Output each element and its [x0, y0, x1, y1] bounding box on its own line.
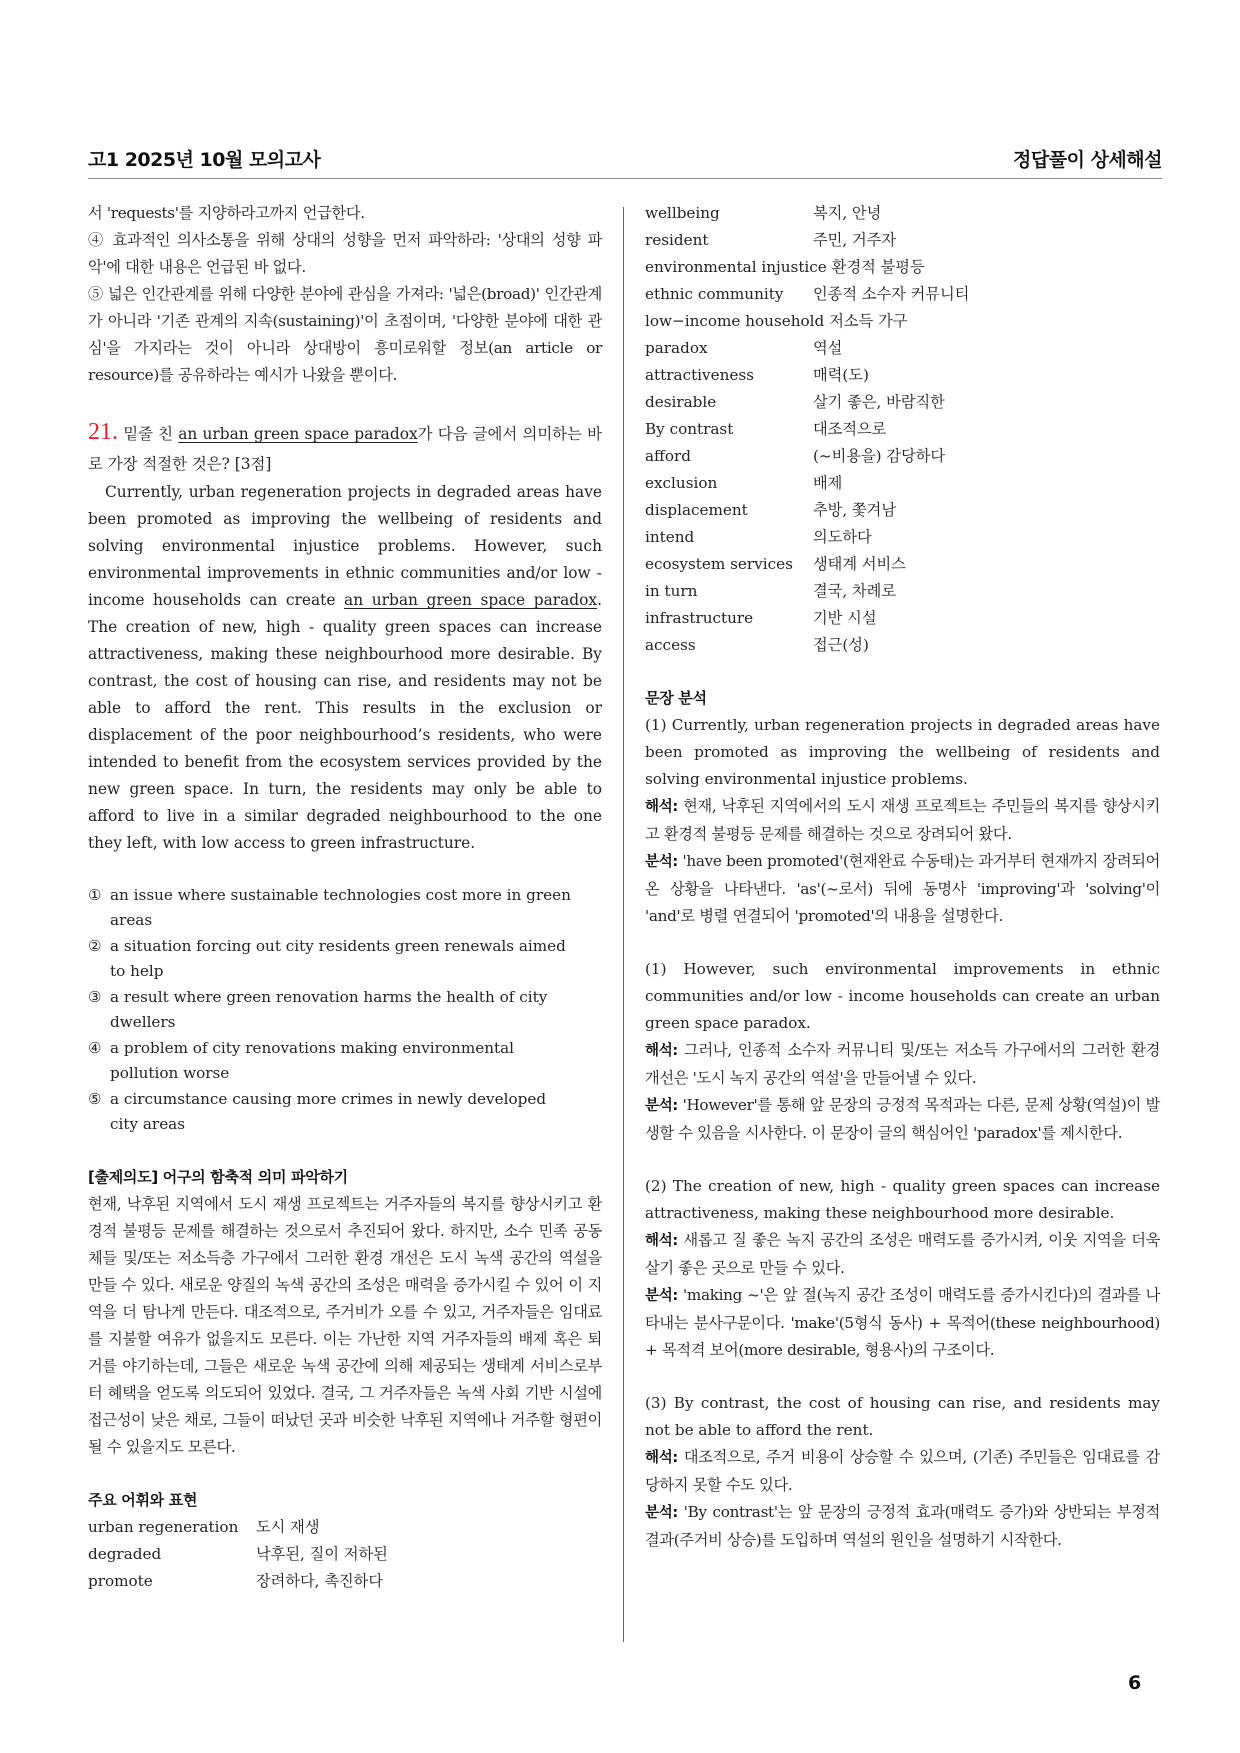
vocab-ko: (~비용을) 감당하다	[813, 447, 946, 465]
vocab-item	[645, 443, 1160, 470]
vocab-ko: 배제	[813, 474, 843, 492]
vocab-item	[645, 470, 1160, 497]
sentence-interpretation	[645, 1227, 1160, 1282]
sentence-interpretation	[645, 793, 1160, 848]
vocab-en: ecosystem services	[645, 555, 793, 573]
right-column	[645, 200, 1160, 1554]
vocab-en: low−income household	[645, 312, 825, 330]
page-header	[88, 140, 1162, 180]
vocab-en: intend	[645, 528, 695, 546]
answer-choices	[88, 883, 602, 1137]
vocab-en: access	[645, 636, 696, 654]
sentence-interpretation	[645, 1037, 1160, 1092]
vocab-ko: 역설	[813, 339, 843, 357]
vocab-ko: 낙후된, 질이 저하된	[256, 1545, 388, 1563]
vocab-ko: 주민, 거주자	[813, 231, 897, 249]
vocab-item	[645, 227, 1160, 254]
passage-underlined-phrase: an urban green space paradox	[344, 591, 598, 609]
vocab-item	[645, 605, 1160, 632]
sentence-english: (2) The creation of new, high - quality green spaces can increase attractiveness, making these neighbourhood more desirable.	[645, 1177, 1160, 1222]
sentence-analysis	[645, 1499, 1160, 1554]
choice-3	[88, 985, 602, 1035]
section-title: 정답풀이 상세해설	[1013, 149, 1162, 171]
page-number: 6	[1128, 1672, 1142, 1694]
intent-title: [출제의도] 어구의 함축적 의미 파악하기	[88, 1168, 348, 1186]
choice-number: ⑤	[88, 1090, 102, 1108]
vocab-item	[645, 200, 1160, 227]
vocab-item	[645, 281, 1160, 308]
analysis-block-2	[645, 956, 1160, 1147]
interpretation-text: 현재, 낙후된 지역에서의 도시 재생 프로젝트는 주민들의 복지를 향상시키고 환경적 불평등 문제를 해결하는 것으로 장려되어 왔다.	[645, 797, 1160, 843]
analysis-text: 'By contrast'는 앞 문장의 긍정적 효과(매력도 증가)와 상반되는 부정적 결과(주거비 상승)를 도입하며 역설의 원인을 설명하기 시작한다.	[645, 1503, 1161, 1549]
vocab-en: resident	[645, 231, 709, 249]
vocab-ko: 기반 시설	[813, 609, 877, 627]
vocab-item	[645, 632, 1160, 659]
choice-text: a result where green renovation harms the health of city dwellers	[110, 988, 548, 1031]
vocab-en: in turn	[645, 582, 698, 600]
interpretation-label: 해석:	[645, 1233, 678, 1249]
prev-explanation-tail: 서 'requests'를 지양하라고까지 언급한다.	[88, 204, 365, 222]
analysis-text: 'However'를 통해 앞 문장의 긍정적 목적과는 다른, 문제 상황(역설)이 발생할 수 있음을 시사한다. 이 문장이 글의 핵심어인 'paradox'를 제시한다.	[645, 1096, 1160, 1142]
choice-5	[88, 1087, 602, 1137]
vocab-en: By contrast	[645, 420, 734, 438]
choice-4	[88, 1036, 602, 1086]
vocab-item	[645, 416, 1160, 443]
vocab-item	[645, 389, 1160, 416]
analysis-block-4	[645, 1390, 1160, 1554]
vocab-en: environmental injustice	[645, 258, 827, 276]
vocab-en: afford	[645, 447, 691, 465]
choice-text: a situation forcing out city residents green renewals aimed to help	[110, 937, 566, 980]
interpretation-label: 해석:	[645, 1043, 678, 1059]
vocab-en: wellbeing	[645, 204, 720, 222]
vocab-ko: 복지, 안녕	[813, 204, 882, 222]
question-prompt	[88, 417, 602, 479]
choice-number: ③	[88, 988, 102, 1006]
intent-body: 현재, 낙후된 지역에서 도시 재생 프로젝트는 거주자들의 복지를 향상시키고 환경적 불평등 문제를 해결하는 것으로서 추진되어 왔다. 하지만, 소수 민족 공동체들 및/또는 저소득층 가구에서 그러한 환경 개선은 도시 녹색 공간의 역설을 만들 수 있다. 새로운 양질의 녹색 공간의 조성은 매력을 증가시킬 수 있어 이 지역을 더 탐나게 만든다. 대조적으로, 주거비가 오를 수 있고, 거주자들은 임대료를 지불할 여유가 없을지도 모른다. 이는 가난한 지역 거주자들의 배제 혹은 퇴거를 야기하는데, 그들은 새로운 녹색 공간에 의해 제공되는 생태계 서비스로부터 혜택을 얻도록 의도되어 있었다. 결국, 그 거주자들은 녹색 사회 기반 시설에 접근성이 낮은 채로, 그들이 떠났던 곳과 비슷한 낙후된 지역에나 거주할 형편이 될 수 있을지도 모른다.	[88, 1195, 602, 1456]
vocab-item	[645, 524, 1160, 551]
prompt-pre: 밑줄 친	[123, 425, 174, 443]
sentence-analysis	[645, 848, 1160, 930]
vocab-ko: 인종적 소수자 커뮤니티	[813, 285, 970, 303]
analysis-label: 분석:	[645, 1505, 678, 1521]
vocab-item	[645, 335, 1160, 362]
vocab-en: ethnic community	[645, 285, 784, 303]
vocab-ko: 환경적 불평등	[831, 258, 925, 276]
choice-text: an issue where sustainable technologies cost more in green areas	[110, 886, 571, 929]
vocab-en: exclusion	[645, 474, 718, 492]
analysis-text: 'have been promoted'(현재완료 수동태)는 과거부터 현재까지 장려되어 온 상황을 나타낸다. 'as'(~로서) 뒤에 동명사 'improving'과 'solving'이 'and'로 병렬 연결되어 'promoted'의 내용을 설명한다.	[645, 852, 1160, 925]
vocab-ko: 추방, 쫓겨남	[813, 501, 897, 519]
analysis-label: 분석:	[645, 854, 678, 870]
prev-explanation-item-4: ④ 효과적인 의사소통을 위해 상대의 성향을 먼저 파악하라: '상대의 성향 파악'에 대한 내용은 언급된 바 없다.	[88, 231, 602, 276]
vocab-item	[645, 551, 1160, 578]
analysis-label: 분석:	[645, 1098, 678, 1114]
analysis-title: 문장 분석	[645, 689, 707, 707]
left-column	[88, 200, 602, 1595]
sentence-analysis	[645, 1092, 1160, 1147]
interpretation-text: 대조적으로, 주거 비용이 상승할 수 있으며, (기존) 주민들은 임대료를 감당하지 못할 수도 있다.	[645, 1448, 1160, 1494]
sentence-interpretation	[645, 1444, 1160, 1499]
vocab-ko: 장려하다, 촉진하다	[256, 1572, 384, 1590]
vocab-ko: 매력(도)	[813, 366, 869, 384]
analysis-block-3	[645, 1173, 1160, 1364]
passage-part-1: Currently, urban regeneration projects in degraded areas have been promoted as improving the wellbeing of residents and solving environmental injustice problems. However, such environmental improvements in ethnic communities and/or low - income households can create	[88, 483, 602, 609]
sentence-english: (3) By contrast, the cost of housing can rise, and residents may not be able to afford the rent.	[645, 1394, 1160, 1439]
vocab-ko: 의도하다	[813, 528, 872, 546]
vocab-en: promote	[88, 1572, 153, 1590]
question-passage	[88, 479, 602, 857]
interpretation-text: 새롭고 질 좋은 녹지 공간의 조성은 매력도를 증가시켜, 이웃 지역을 더욱 살기 좋은 곳으로 만들 수 있다.	[645, 1231, 1160, 1277]
prompt-underlined-phrase: an urban green space paradox	[178, 425, 418, 443]
choice-text: a problem of city renovations making environmental pollution worse	[110, 1039, 515, 1082]
vocab-title: 주요 어휘와 표현	[88, 1491, 198, 1509]
column-divider	[623, 207, 624, 1642]
vocab-item	[645, 308, 1160, 335]
analysis-text: 'making ~'은 앞 절(녹지 공간 조성이 매력도를 증가시킨다)의 결과를 나타내는 분사구문이다. 'make'(5형식 동사) + 목적어(these neighbourhood) + 목적격 보어(more desirable, 형용사)의 구조이다.	[645, 1286, 1160, 1359]
interpretation-text: 그러나, 인종적 소수자 커뮤니티 및/또는 저소득 가구에서의 그러한 환경 개선은 '도시 녹지 공간의 역설'을 만들어낼 수 있다.	[645, 1041, 1160, 1087]
vocab-item	[88, 1514, 602, 1541]
exam-title: 고1 2025년 10월 모의고사	[88, 149, 321, 171]
analysis-label: 분석:	[645, 1288, 678, 1304]
vocab-ko: 접근(성)	[813, 636, 869, 654]
vocab-en: urban regeneration	[88, 1518, 239, 1536]
vocab-item	[645, 254, 1160, 281]
sentence-english: (1) Currently, urban regeneration projects in degraded areas have been promoted as improving the wellbeing of residents and solving environmental injustice problems.	[645, 716, 1160, 788]
passage-part-2: . The creation of new, high - quality green spaces can increase attractiveness, making these neighbourhood more desirable. By contrast, the cost of housing can rise, and residents may not be able to afford the rent. This results in the exclusion or displacement of the poor neighbourhood’s residents, who were intended to benefit from the ecosystem services provided by the new green space. In turn, the residents may only be able to afford to live in a similar degraded neighbourhood to the one they left, with low access to green infrastructure.	[88, 591, 603, 852]
vocab-en: paradox	[645, 339, 708, 357]
analysis-block-1	[645, 712, 1160, 930]
vocab-ko: 도시 재생	[256, 1518, 320, 1536]
choice-number: ②	[88, 937, 102, 955]
prompt-post: 가 다음 글에서 의미하는 바로 가장 적절한 것은? [3점]	[88, 425, 602, 473]
vocab-item	[645, 578, 1160, 605]
vocab-en: degraded	[88, 1545, 162, 1563]
interpretation-label: 해석:	[645, 799, 678, 815]
vocab-list-continued	[645, 200, 1160, 659]
question-number: 21.	[88, 419, 118, 445]
vocab-ko: 생태계 서비스	[813, 555, 906, 573]
vocab-item	[88, 1568, 602, 1595]
prev-explanation-item-5: ⑤ 넓은 인간관계를 위해 다양한 분야에 관심을 가져라: '넓은(broad)' 인간관계가 아니라 '기존 관계의 지속(sustaining)'이 초점이며, '다양한 분야에 대한 관심'을 가지라는 것이 아니라 상대방이 흥미로워할 정보(an article or resource)를 공유하라는 예시가 나왔을 뿐이다.	[88, 285, 602, 384]
sentence-english: (1) However, such environmental improvements in ethnic communities and/or low - income households can create an urban green space paradox.	[645, 960, 1160, 1032]
sentence-analysis	[645, 1282, 1160, 1364]
vocab-en: displacement	[645, 501, 748, 519]
vocab-ko: 살기 좋은, 바람직한	[813, 393, 945, 411]
header-divider	[88, 178, 1162, 179]
vocab-en: infrastructure	[645, 609, 754, 627]
vocab-ko: 저소득 가구	[829, 312, 908, 330]
choice-number: ④	[88, 1039, 102, 1057]
vocab-item	[645, 497, 1160, 524]
vocab-ko: 대조적으로	[813, 420, 887, 438]
vocab-item	[88, 1541, 602, 1568]
choice-number: ①	[88, 886, 102, 904]
vocab-item	[645, 362, 1160, 389]
vocab-en: attractiveness	[645, 366, 754, 384]
choice-text: a circumstance causing more crimes in newly developed city areas	[110, 1090, 547, 1133]
vocab-ko: 결국, 차례로	[813, 582, 897, 600]
vocab-en: desirable	[645, 393, 717, 411]
interpretation-label: 해석:	[645, 1450, 678, 1466]
choice-2	[88, 934, 602, 984]
choice-1	[88, 883, 602, 933]
